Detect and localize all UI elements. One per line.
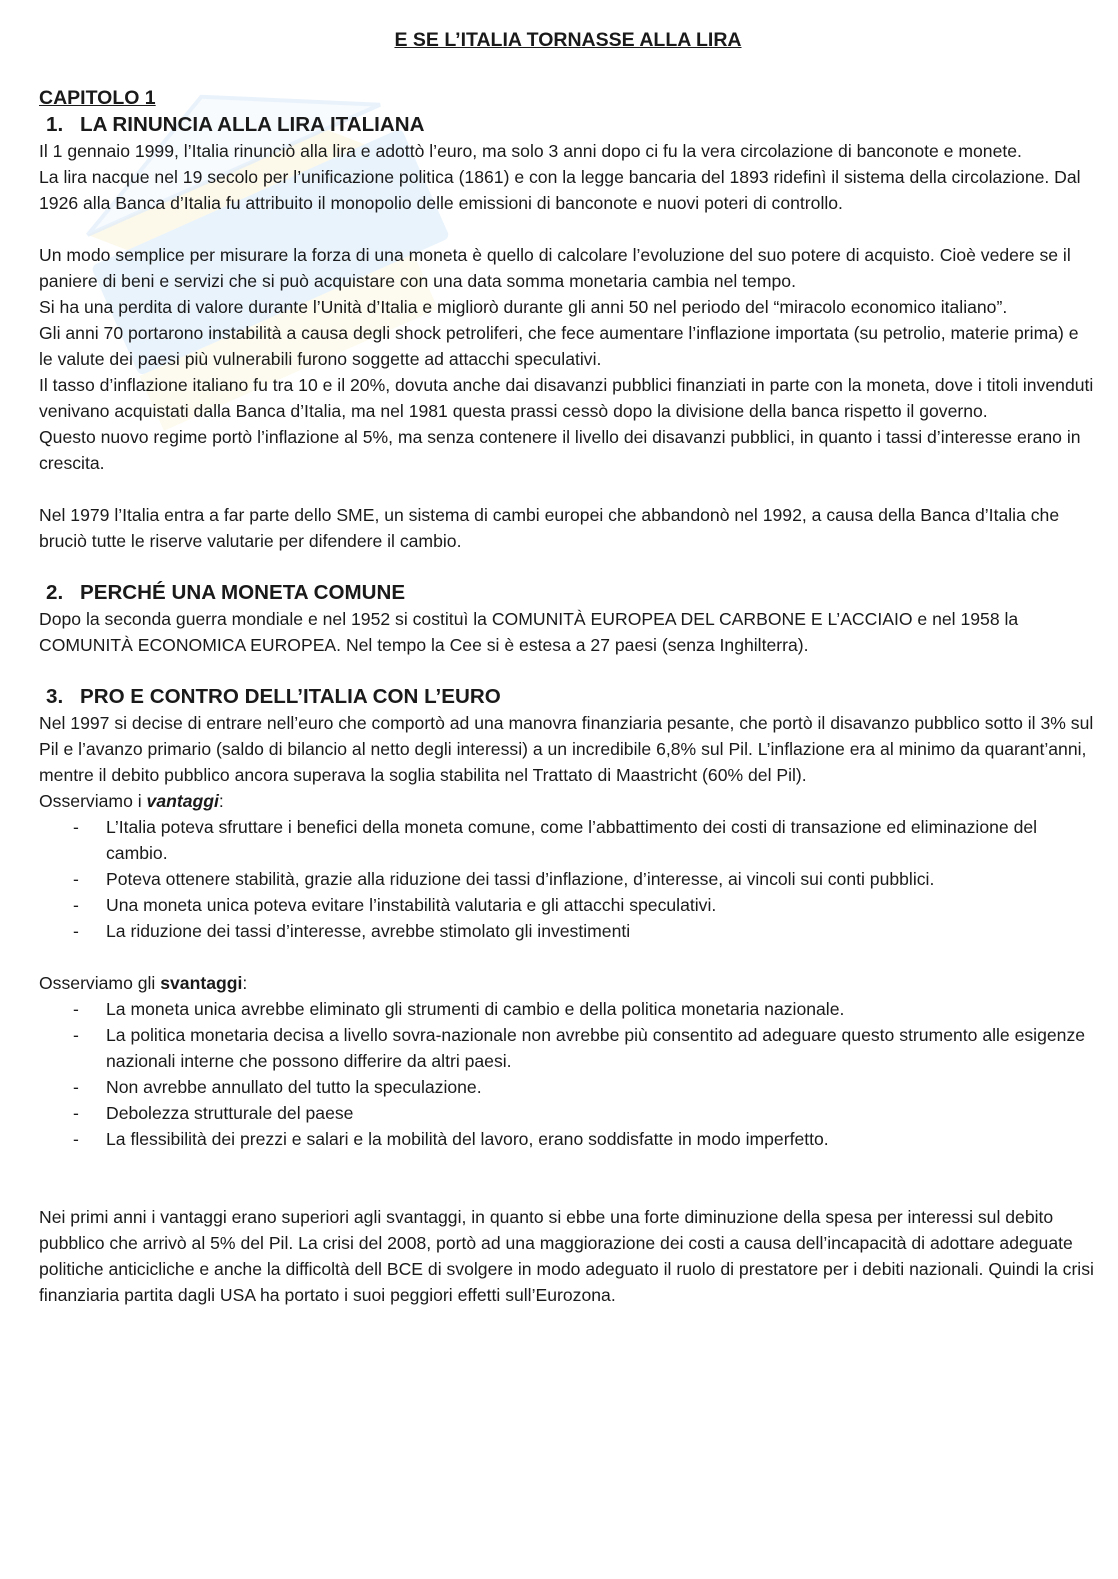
bullet-dash: - bbox=[73, 1025, 79, 1045]
document-title: E SE L’ITALIA TORNASSE ALLA LIRA bbox=[394, 29, 742, 51]
svantaggi-keyword: svantaggi bbox=[160, 973, 243, 993]
paragraph: Nel 1997 si decise di entrare nell’euro che comportò ad una manovra finanziaria pesante, che portò il disavanzo pubblico sotto il 3% sul Pil e l’avanzo primario (saldo di bilancio al netto degli interessi) a un incredibile 6,8% sul Pil. L’inflazione era al minimo da quarant’anni, mentre il debito pubblico ancora superava la soglia stabilita nel Trattato di Maastricht (60% del Pil). bbox=[39, 713, 1094, 785]
list-item: - La moneta unica avrebbe eliminato gli strumenti di cambio e della politica monetaria nazionale. bbox=[39, 996, 1097, 1022]
list-item: - La flessibilità dei prezzi e salari e la mobilità del lavoro, erano soddisfatte in modo imperfetto. bbox=[39, 1126, 1097, 1152]
paragraph: Questo nuovo regime portò l’inflazione al 5%, ma senza contenere il livello dei disavanzi pubblici, in quanto i tassi d’interesse erano in crescita. bbox=[39, 427, 1081, 473]
paragraph: La lira nacque nel 19 secolo per l’unificazione politica (1861) e con la legge bancaria del 1893 ridefinì il sistema della circolazione. Dal 1926 alla Banca d’Italia fu attribuito il monopolio delle emissioni di banconote e nuovi poteri di controllo. bbox=[39, 167, 1081, 213]
bullet-dash: - bbox=[73, 1129, 79, 1149]
paragraph: Il tasso d’inflazione italiano fu tra 10 e il 20%, dovuta anche dai disavanzi pubblici finanziati in parte con la moneta, dove i titoli invenduti venivano acquistati dalla Banca d’Italia, ma nel 1981 questa prassi cessò dopo la divisione della banca rispetto il governo. bbox=[39, 375, 1094, 421]
list-item: - Poteva ottenere stabilità, grazie alla riduzione dei tassi d’inflazione, d’interesse, ai vincoli sui conti pubblici. bbox=[39, 866, 1097, 892]
vantaggi-intro: Osserviamo i vantaggi: bbox=[39, 791, 224, 811]
paragraph: Nel 1979 l’Italia entra a far parte dello SME, un sistema di cambi europei che abbandonò nel 1992, a causa della Banca d’Italia che bruciò tutte le riserve valutarie per difendere il cambio. bbox=[39, 505, 1060, 551]
list-item: - La riduzione dei tassi d’interesse, avrebbe stimolato gli investimenti bbox=[39, 918, 1097, 944]
document-page bbox=[39, 26, 1097, 1308]
section-title: LA RINUNCIA ALLA LIRA ITALIANA bbox=[80, 113, 425, 136]
chapter-heading: CAPITOLO 1 bbox=[39, 87, 156, 109]
paragraph: Il 1 gennaio 1999, l’Italia rinunciò alla lira e adottò l’euro, ma solo 3 anni dopo ci fu la vera circolazione di banconote e monete. bbox=[39, 141, 1022, 161]
section-title: PRO E CONTRO DELL’ITALIA CON L’EURO bbox=[80, 685, 501, 708]
section-number: 2. bbox=[46, 581, 64, 604]
list-item: - Una moneta unica poteva evitare l’instabilità valutaria e gli attacchi speculativi. bbox=[39, 892, 1097, 918]
section-heading-1 bbox=[39, 112, 1097, 138]
section-title: PERCHÉ UNA MONETA COMUNE bbox=[80, 581, 406, 604]
list-item: - La politica monetaria decisa a livello sovra-nazionale non avrebbe più consentito ad adeguare questo strumento alle esigenze nazionali interne che possono differire da altri paesi. bbox=[39, 1022, 1097, 1074]
bullet-dash: - bbox=[73, 869, 79, 889]
bullet-dash: - bbox=[73, 921, 79, 941]
svantaggi-list bbox=[39, 996, 1097, 1152]
paragraph: Un modo semplice per misurare la forza di una moneta è quello di calcolare l’evoluzione del suo potere di acquisto. Cioè vedere se il paniere di beni e servizi che si può acquistare con una data somma monetaria cambia nel tempo. bbox=[39, 245, 1071, 291]
bullet-dash: - bbox=[73, 817, 79, 837]
section-number: 3. bbox=[46, 685, 64, 708]
bullet-dash: - bbox=[73, 1103, 79, 1123]
vantaggi-keyword: vantaggi bbox=[146, 791, 219, 811]
section-number: 1. bbox=[46, 113, 64, 136]
conclusion-paragraph: Nei primi anni i vantaggi erano superiori agli svantaggi, in quanto si ebbe una forte diminuzione della spesa per interessi sul debito pubblico che arrivò al 5% del Pil. La crisi del 2008, portò ad una maggiorazione dei costi a causa dell’incapacità di adottare adeguate politiche anticicliche e anche la difficoltà dell BCE di svolgere in modo adeguato il ruolo di prestatore per i debiti nazionali. Quindi la crisi finanziaria partita dagli USA ha portato i suoi peggiori effetti sull’Eurozona. bbox=[39, 1207, 1094, 1305]
section-heading-3 bbox=[39, 684, 1097, 710]
svantaggi-intro: Osserviamo gli svantaggi: bbox=[39, 973, 248, 993]
paragraph: Gli anni 70 portarono instabilità a causa degli shock petroliferi, che fece aumentare l’inflazione importata (su petrolio, materie prima) e le valute dei paesi più vulnerabili furono soggette ad attacchi speculativi. bbox=[39, 323, 1079, 369]
bullet-dash: - bbox=[73, 895, 79, 915]
bullet-dash: - bbox=[73, 1077, 79, 1097]
paragraph: Si ha una perdita di valore durante l’Unità d’Italia e migliorò durante gli anni 50 nel periodo del “miracolo economico italiano”. bbox=[39, 297, 1008, 317]
list-item: - Debolezza strutturale del paese bbox=[39, 1100, 1097, 1126]
vantaggi-list bbox=[39, 814, 1097, 944]
paragraph: Dopo la seconda guerra mondiale e nel 1952 si costituì la COMUNITÀ EUROPEA DEL CARBONE E L’ACCIAIO e nel 1958 la COMUNITÀ ECONOMICA EUROPEA. Nel tempo la Cee si è estesa a 27 paesi (senza Inghilterra). bbox=[39, 609, 1019, 655]
list-item: - L’Italia poteva sfruttare i benefici della moneta comune, come l’abbattimento dei costi di transazione ed eliminazione del cambio. bbox=[39, 814, 1097, 866]
bullet-dash: - bbox=[73, 999, 79, 1019]
list-item: - Non avrebbe annullato del tutto la speculazione. bbox=[39, 1074, 1097, 1100]
section-heading-2 bbox=[39, 580, 1097, 606]
